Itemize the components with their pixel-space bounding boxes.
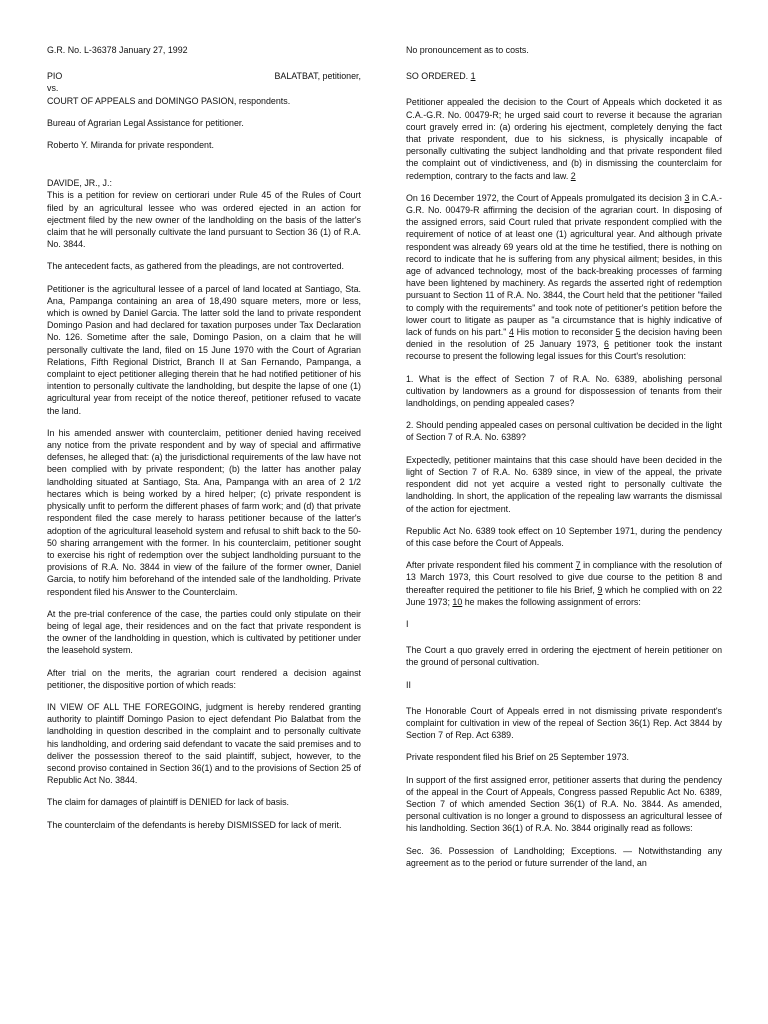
paragraph: Expectedly, petitioner maintains that this case should have been decided in the light of Section 7 of R.A. No. 6389 since, in view of the appeal, the private respondent did not yet acquire a vested right to personally cultivate the landholding. In short, the application of the repealing law warrants the dismissal of the action for ejectment. [406, 454, 722, 514]
paragraph: The claim for damages of plaintiff is DENIED for lack of basis. [47, 797, 290, 808]
roman-numeral-i: I [406, 618, 409, 629]
paragraph: At the pre-trial conference of the case, the parties could only stipulate on their being of legal age, their residences and on the fact that private respondent is the owner of the landholding in question, which is cultivated by petitioner under the leasehold system. [47, 608, 361, 656]
footnote-link[interactable]: 9 [597, 584, 603, 595]
counsel-petitioner: Bureau of Agrarian Legal Assistance for petitioner. [47, 117, 244, 128]
footnote-ref: 8 [698, 572, 704, 583]
footnote-link[interactable]: 1 [470, 71, 476, 82]
paragraph: In his amended answer with counterclaim, petitioner denied having received any notice from the private respondent and by way of special and affirmative defenses, he alleged that: (a) the jurisdictional requirements of the law have not been complied with by private respondent; (b) the latter has another palay landholding situated at Santiago, Sta. Ana, Pampanga with an area of 2 1/2 hectares which is being worked by a hired helper; (c) private respondent is physically unfit to perform the different phases of farm work; and (d) that private respondent filed the case merely to harass petitioner because of the latter's adoption of the agricultural leasehold system and refusal to shift back to the 50-50 sharing arrangement with the former. In his counterclaim, petitioner sought to exercise his right of redemption over the subject landholding pursuant to the provisions of R.A. No. 3844 in view of the failure of the former owner, Daniel Garcia, to notify him beforehand of the intended sale of the landholding. Private respondent filed his Answer to the Counterclaim. [47, 427, 361, 597]
case-number: G.R. No. L-36378 January 27, 1992 [47, 45, 188, 55]
petitioner-name: PIO [47, 71, 63, 82]
paragraph: After private respondent filed his comment 7 in compliance with the resolution of 13 March 1973, this Court resolved to give due course to the petition 8 and thereafter required the petitioner to file his Brief, 9 which he complied with on 22 June 1973; 10 he makes the following assignment of errors: [406, 560, 723, 607]
versus: vs. [47, 83, 59, 94]
paragraph: Petitioner appealed the decision to the Court of Appeals which docketed it as C.A.-G.R. No. 00479-R; he urged said court to reverse it because the agrarian court gravely erred in: (a) ordering his ejectment, completely denying the fact that private respondent, due to his sickness, is physically incapable of personally cultivating the subject landholding and that private respondent filed the complaint out of vindictiveness, and (b) in dismissing the counterclaim for redemption, contrary to the facts and law. 2 [406, 97, 722, 181]
so-ordered-line: SO ORDERED. 1 [406, 71, 476, 82]
counsel-respondent: Roberto Y. Miranda for private respondent. [47, 140, 214, 151]
issue-1: 1. What is the effect of Section 7 of R.A. No. 6389, abolishing personal cultivation by landowners as a ground for dispossession of tenants from their landholdings, on pending appealed cases? [406, 373, 722, 409]
ponente: DAVIDE, JR., J.: [47, 178, 112, 189]
paragraph: In support of the first assigned error, petitioner asserts that during the pendency of the appeal in the Court of Appeals, Congress passed Republic Act No. 6389, Section 7 of which amended Section 36(1) of R.A. No. 3844. As amended, personal cultivation is no longer a ground to dispossess an agricultural lessee of his landholding. Section 36(1) of R.A. No. 3844 originally read as follows: [406, 774, 722, 834]
footnote-link[interactable]: 4 [509, 327, 514, 338]
footnote-link[interactable]: 6 [604, 339, 609, 350]
roman-numeral-ii: II [406, 679, 411, 690]
paragraph: This is a petition for review on certiorari under Rule 45 of the Rules of Court filed by an agricultural lessee who was ordered ejected in an action for ejectment filed by the new owner of the landholding on the basis of the latter's claim that he will personally cultivate the land pursuant to Section 36 (1) of R.A. No. 3844. [47, 190, 361, 250]
assigned-error-2: The Honorable Court of Appeals erred in not dismissing private respondent's complaint for cultivation in view of the repeal of Section 36(1) Rep. Act 3844 by Section 7 of Rep. Act 6389. [406, 705, 722, 741]
paragraph: Republic Act No. 6389 took effect on 10 September 1971, during the pendency of this case before the Court of Appeals. [406, 525, 722, 548]
quoted-dispositive: IN VIEW OF ALL THE FOREGOING, judgment is hereby rendered granting authority to plaintiff Domingo Pasion to eject defendant Pio Balatbat from the landholding in question described in the complaint and to personally cultivate his landholding, and ordering said defendant to vacate the said premises and to deliver the possession thereof to the said plaintiff, subject, however, to the second proviso contained in Section 36(1) and to the provisions of Section 25 of Republic Act No. 3844. [47, 701, 361, 786]
respondents: COURT OF APPEALS and DOMINGO PASION, respondents. [47, 95, 291, 106]
left-column [47, 44, 361, 841]
petitioner-role: BALATBAT, petitioner, [274, 71, 361, 82]
assigned-error-1: The Court a quo gravely erred in ordering the ejectment of herein petitioner on the ground of personal cultivation. [406, 645, 722, 668]
footnote-link[interactable]: 2 [570, 170, 576, 181]
issue-2: 2. Should pending appealed cases on personal cultivation be decided in the light of Section 7 of R.A. No. 6389? [406, 420, 722, 443]
footnote-link[interactable]: 5 [615, 327, 621, 338]
footnote-link[interactable]: 7 [575, 560, 581, 571]
paragraph: Petitioner is the agricultural lessee of a parcel of land located at Santiago, Sta. Ana, Pampanga containing an area of 18,490 square meters, more or less, which is owned by Daniel Garcia. The latter sold the land to private respondent Domingo Pasion and had declared for taxation purposes under Tax Declaration No. 126. Sometime after the sale, Domingo Pasion, on a claim that he will personally cultivate the land, filed on 15 June 1970 with the Court of Agrarian Relations, Fifth Regional District, Branch II at San Fernando, Pampanga, a complaint to eject petitioner alleging therein that he had notified petitioner of his intention to personally cultivate the landholding, but despite the lapse of one (1) agricultural year from receipt of the notice thereof, petitioner refused to vacate the land. [47, 283, 361, 416]
paragraph: Private respondent filed his Brief on 25 September 1973. [406, 752, 629, 763]
costs-line: No pronouncement as to costs. [406, 45, 529, 55]
petitioner-line [47, 70, 361, 82]
paragraph: The counterclaim of the defendants is hereby DISMISSED for lack of merit. [47, 819, 342, 830]
footnote-link[interactable]: 10 [452, 596, 463, 607]
paragraph: On 16 December 1972, the Court of Appeals promulgated its decision 3 in C.A.-G.R. No. 00479-R affirming the decision of the agrarian court. In disposing of the assigned errors, said Court ruled that private respondent complied with the requirement of notice of at least one (1) agricultural year. And although private respondent was already 69 years old at the time he testified, there is nothing on record to indicate that he is suffering from any physical ailment; besides, in this age of advanced technology, most of the back-breaking processes of farming have been lightened by machinery. As regards the asserted right of redemption pursuant to Section 11 of R.A. No. 3844, the Court held that the petitioner "failed to comply with the requirements" and took note of petitioner's petition before the lower court to litigate as pauper as "a circumstance that is highly indicative of lack of funds on his part." 4 His motion to reconsider 5 the decision having been denied in the resolution of 25 January 1973, 6 petitioner took the instant recourse to present the following legal issues for this Court's resolution: [406, 192, 723, 362]
right-column [406, 44, 722, 879]
statute-quote: Sec. 36. Possession of Landholding; Exceptions. — Notwithstanding any agreement as to the period or future surrender of the land, an [406, 845, 722, 868]
footnote-link[interactable]: 3 [684, 192, 690, 203]
paragraph: The antecedent facts, as gathered from the pleadings, are not controverted. [47, 261, 345, 272]
paragraph: After trial on the merits, the agrarian court rendered a decision against petitioner, the dispositive portion of which reads: [47, 667, 361, 690]
